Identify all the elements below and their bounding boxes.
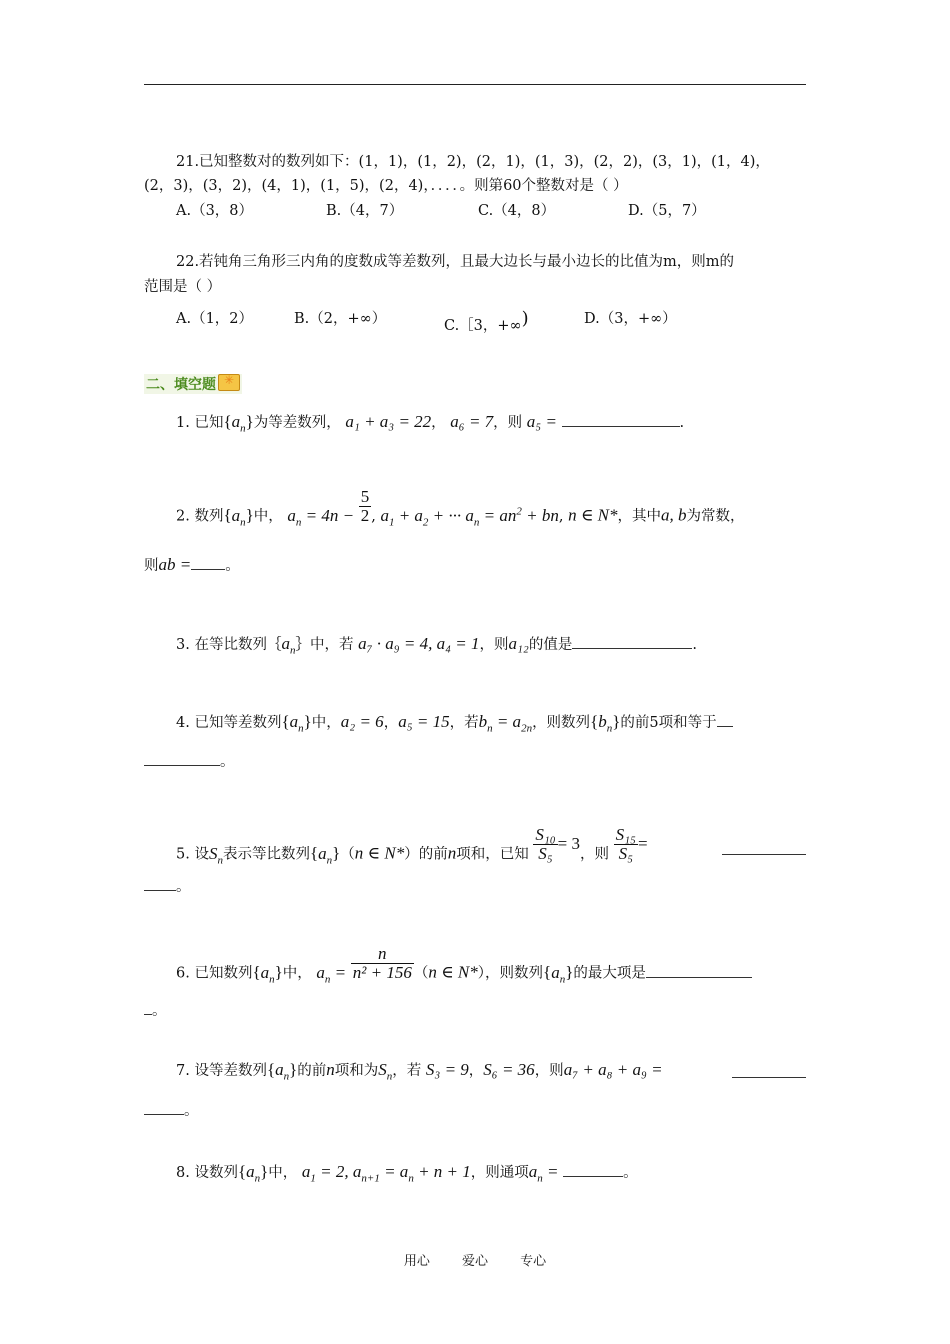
answer-blank-cont[interactable]: [144, 751, 220, 766]
fill-q4: 4. 已知等差数列$\{a_n\}$中，a₂ = 6，a₅ = 15，若$b_n = a_{2n}$，则数列$\{b_n\}$的前5项和等于: [176, 712, 733, 738]
q22-option-c: C.［3，+∞): [444, 308, 529, 334]
fill-q4-line2: 。: [144, 751, 235, 772]
fill-q5: 5. 设$S_n$表示等比数列$\{a_n\}(n$ ∈ N*）的前n项和，已知 $\frac{\text{S₁₀}}{\text{S₅}}$ = 3，则 $\frac{\text{S₁₅}}{\text{S₅}}$ =: [176, 825, 648, 866]
folder-icon: [218, 374, 240, 391]
answer-blank-cont[interactable]: [144, 1100, 184, 1115]
q21-option-a: A.（3，8）: [176, 203, 254, 219]
answer-blank[interactable]: [563, 1162, 623, 1177]
header-rule: [144, 84, 806, 85]
answer-blank-cont[interactable]: [144, 876, 176, 891]
q21-line1: 21.已知整数对的数列如下：(1，1)，(1，2)，(2，1)，(1，3)，(2，2)，(3，1)，(1，4)，: [176, 154, 770, 170]
footer-text: 爱心: [461, 1254, 488, 1269]
q21-option-c: C.（4，8）: [478, 203, 556, 219]
q22-line2: 范围是（ ）: [144, 279, 222, 295]
answer-blank[interactable]: [572, 634, 692, 649]
fill-q7: 7. 设等差数列$\{a_n\}$的前n项和为$S_n$，若 S₃ = 9，S₆ = 36，则a₇ + a₈ + a₉ =: [176, 1060, 663, 1083]
q22-option-b: B.（2，+∞）: [294, 311, 387, 327]
fill-q2-line2: 则ab = 。: [144, 555, 240, 574]
fill-q3: 3. 在等比数列$\{a_n\}$中，若 a₇ · a₉ = 4, a₄ = 1，则a₁₂的值是 .: [176, 634, 697, 657]
q21-line2: (2，3)，(3，2)，(4，1)，(1，5)，(2，4)，．．．．。则第60个整数对是（ ）: [144, 178, 628, 194]
q21-option-b: B.（4，7）: [326, 203, 404, 219]
q21-option-d: D.（5，7）: [628, 203, 706, 219]
fill-q5-line2: 。: [144, 876, 191, 897]
q22-line1: 22.若钝角三角形三内角的度数成等差数列，且最大边长与最小边长的比值为m，则m的: [176, 254, 735, 270]
answer-blank[interactable]: [562, 412, 680, 427]
fill-q7-line2: 。: [144, 1100, 199, 1121]
fill-q1: 1. 已知$\{a_n\}$为等差数列， a₁ + a₃ = 22， a₆ = 7，则 a₅ = .: [176, 412, 685, 435]
answer-blank[interactable]: [732, 1063, 806, 1078]
fill-q6-line2: 。: [144, 1000, 167, 1021]
answer-blank[interactable]: [717, 712, 733, 727]
footer-text: 专心: [520, 1254, 547, 1269]
answer-blank-cont[interactable]: [144, 1000, 152, 1015]
fill-q8: 8. 设数列$\{a_n\}$中， $a_1 = 2$, $a_{n+1} = a_n + n + 1$，则通项$a_n$ = 。: [176, 1162, 638, 1185]
fill-q2: 2. 数列$\{a_n\}$中， $a_n = 4n$ − $\frac{5}{2}$ , $a_1 + a_2$ + ··· $a_n = an^2$ + bn, n ∈ N*，其中a, b为常数，: [176, 487, 745, 528]
footer-text: 用心: [403, 1254, 430, 1269]
section-title: 二、填空题✳: [144, 374, 242, 394]
answer-blank[interactable]: [191, 555, 225, 570]
q22-option-d: D.（3，+∞）: [584, 311, 677, 327]
answer-blank[interactable]: [722, 840, 806, 855]
answer-blank[interactable]: [646, 963, 752, 978]
fill-q6: 6. 已知数列$\{a_n\}$中， $a_n$ = $\frac{n}{\text{n² + 156}}$ （n ∈ N*），则数列$\{a_n\}$的最大项是: [176, 955, 752, 992]
q22-option-a: A.（1，2）: [176, 311, 254, 327]
page-footer: [0, 1250, 950, 1269]
